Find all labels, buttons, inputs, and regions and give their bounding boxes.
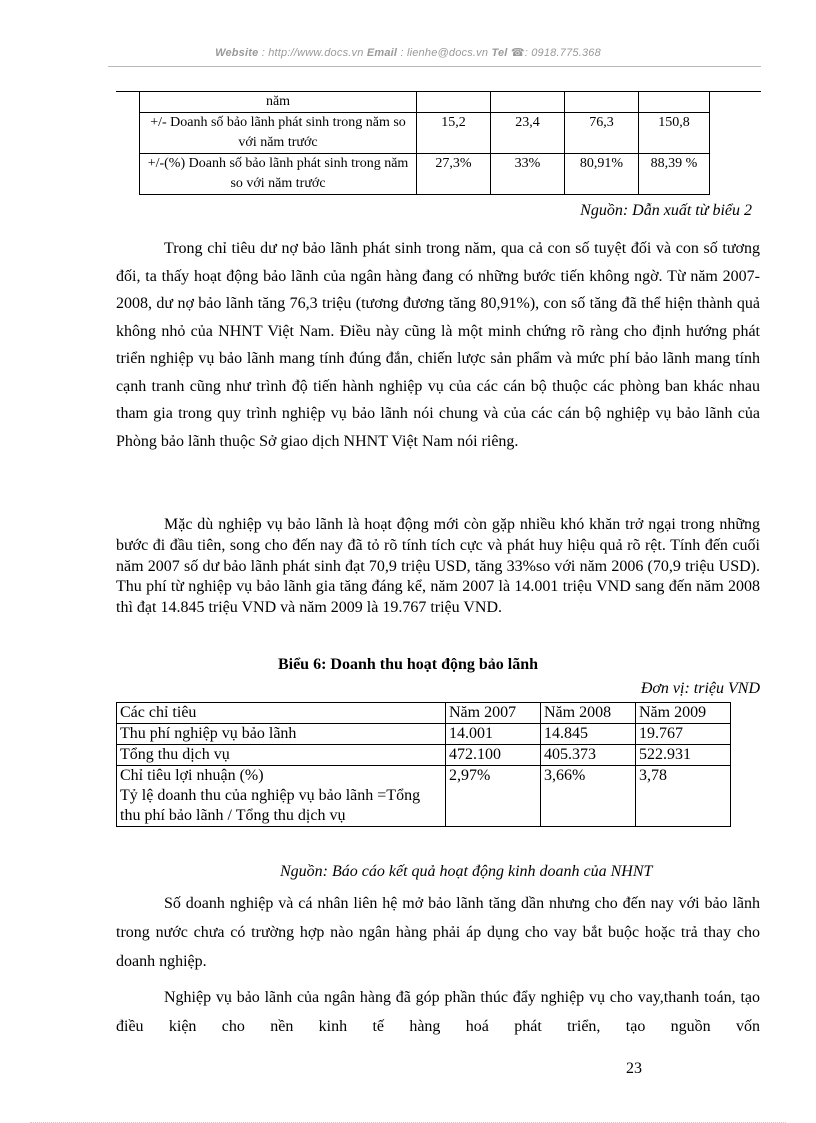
table2-title: Biểu 6: Doanh thu hoạt động bảo lãnh — [277, 656, 539, 673]
cell — [491, 92, 565, 113]
cell: 33% — [491, 154, 565, 195]
cell: 150,8 — [639, 113, 710, 154]
table-row — [140, 92, 710, 113]
table-row — [140, 113, 710, 154]
cell — [639, 92, 710, 113]
email-value: : lienhe@docs.vn — [400, 47, 489, 59]
table-row — [140, 154, 710, 195]
row-label: Tổng thu dịch vụ — [117, 745, 446, 766]
website-value: : http://www.docs.vn — [261, 47, 364, 59]
cell: 19.767 — [636, 724, 731, 745]
table2-unit: Đơn vị: triệu VND — [640, 680, 760, 697]
table-row — [117, 766, 731, 827]
cell: 3,78 — [636, 766, 731, 827]
cell: 76,3 — [565, 113, 639, 154]
cell: 15,2 — [417, 113, 491, 154]
cell: 23,4 — [491, 113, 565, 154]
paragraph-3: Số doanh nghiệp và cá nhân liên hệ mở bảo lãnh tăng dần nhưng cho đến nay với bảo lãnh trong nước chưa có trường hợp nào ngân hàng phải áp dụng cho vay bắt buộc hoặc trả thay cho doanh nghiệp. — [116, 895, 760, 970]
header-divider — [108, 66, 761, 67]
page-number: 23 — [626, 1060, 642, 1077]
cell: 2,97% — [446, 766, 541, 827]
guarantee-growth-table — [139, 91, 710, 195]
table-row — [117, 724, 731, 745]
table1-source: Nguồn: Dẫn xuất từ biểu 2 — [580, 202, 752, 219]
cell — [565, 92, 639, 113]
paragraph-1: Trong chỉ tiêu dư nợ bảo lãnh phát sinh trong năm, qua cả con số tuyệt đối và con số tương đối, ta thấy hoạt động bảo lãnh của ngân hàng đang có những bước tiến không ngờ. Từ năm 2007-2008, dư nợ bảo lãnh tăng 76,3 triệu (tương đương tăng 80,91%), con số tăng đã thể hiện thành quả không nhỏ của NHNT Việt Nam. Điều này cũng là một minh chứng rõ ràng cho định hướng phát triển nghiệp vụ bảo lãnh mang tính đúng đắn, chiến lược sản phẩm và mức phí bảo lãnh mang tính cạnh tranh cũng như trình độ tiến hành nghiệp vụ của các cán bộ thuộc các phòng ban khác nhau tham gia trong quy trình nghiệp vụ bảo lãnh nói chung và của các cán bộ nghiệp vụ bảo lãnh của Phòng bảo lãnh thuộc Sở giao dịch NHNT Việt Nam nói riêng. — [116, 240, 760, 450]
row-label-detail: Tỷ lệ doanh thu của nghiệp vụ bảo lãnh =Tổng thu phí bảo lãnh / Tổng thu dịch vụ — [120, 787, 421, 824]
column-header: Các chỉ tiêu — [117, 703, 446, 724]
cell: 14.845 — [541, 724, 636, 745]
cell: 3,66% — [541, 766, 636, 827]
row-label-multi — [117, 766, 446, 827]
email-label: Email — [366, 47, 398, 59]
paragraph-2: Mặc dù nghiệp vụ bảo lãnh là hoạt động mới còn gặp nhiều khó khăn trở ngại trong những bước đi đầu tiên, song cho đến nay đã tỏ rõ tính tích cực và phát huy hiệu quả rõ rệt. Tính đến cuối năm 2007 số dư bảo lãnh phát sinh đạt 70,9 triệu USD, tăng 33%so với năm 2006 (70,9 triệu USD). Thu phí từ nghiệp vụ bảo lãnh gia tăng đáng kể, năm 2007 là 14.001 triệu VND sang đến năm 2008 thì đạt 14.845 triệu VND và năm 2009 là 19.767 triệu VND. — [116, 516, 760, 617]
row-label: +/- Doanh số bảo lãnh phát sinh trong năm so với năm trước — [140, 113, 417, 154]
row-label: năm — [140, 92, 417, 113]
website-label: Website — [215, 47, 259, 59]
cell: 14.001 — [446, 724, 541, 745]
table2-source: Nguồn: Báo cáo kết quả hoạt động kinh doanh của NHNT — [280, 863, 653, 880]
table-header-row — [117, 703, 731, 724]
row-label: Chỉ tiêu lợi nhuận (%) — [120, 767, 264, 784]
cell: 522.931 — [636, 745, 731, 766]
cell: 88,39 % — [639, 154, 710, 195]
tel-label: Tel — [491, 47, 508, 59]
column-header: Năm 2009 — [636, 703, 731, 724]
table-row — [117, 745, 731, 766]
cell: 472.100 — [446, 745, 541, 766]
column-header: Năm 2007 — [446, 703, 541, 724]
cell — [417, 92, 491, 113]
column-header: Năm 2008 — [541, 703, 636, 724]
guarantee-revenue-table — [116, 702, 731, 827]
paragraph-4: Nghiệp vụ bảo lãnh của ngân hàng đã góp phần thúc đẩy nghiệp vụ cho vay,thanh toán, tạo điều kiện cho nền kinh tế hàng hoá phát triển, tạo nguồn vốn — [116, 989, 760, 1035]
cell: 80,91% — [565, 154, 639, 195]
row-label: +/-(%) Doanh số bảo lãnh phát sinh trong năm so với năm trước — [140, 154, 417, 195]
page-header — [0, 46, 816, 59]
cell: 405.373 — [541, 745, 636, 766]
tel-value: ☎: 0918.775.368 — [510, 47, 601, 59]
cell: 27,3% — [417, 154, 491, 195]
row-label: Thu phí nghiệp vụ bảo lãnh — [117, 724, 446, 745]
